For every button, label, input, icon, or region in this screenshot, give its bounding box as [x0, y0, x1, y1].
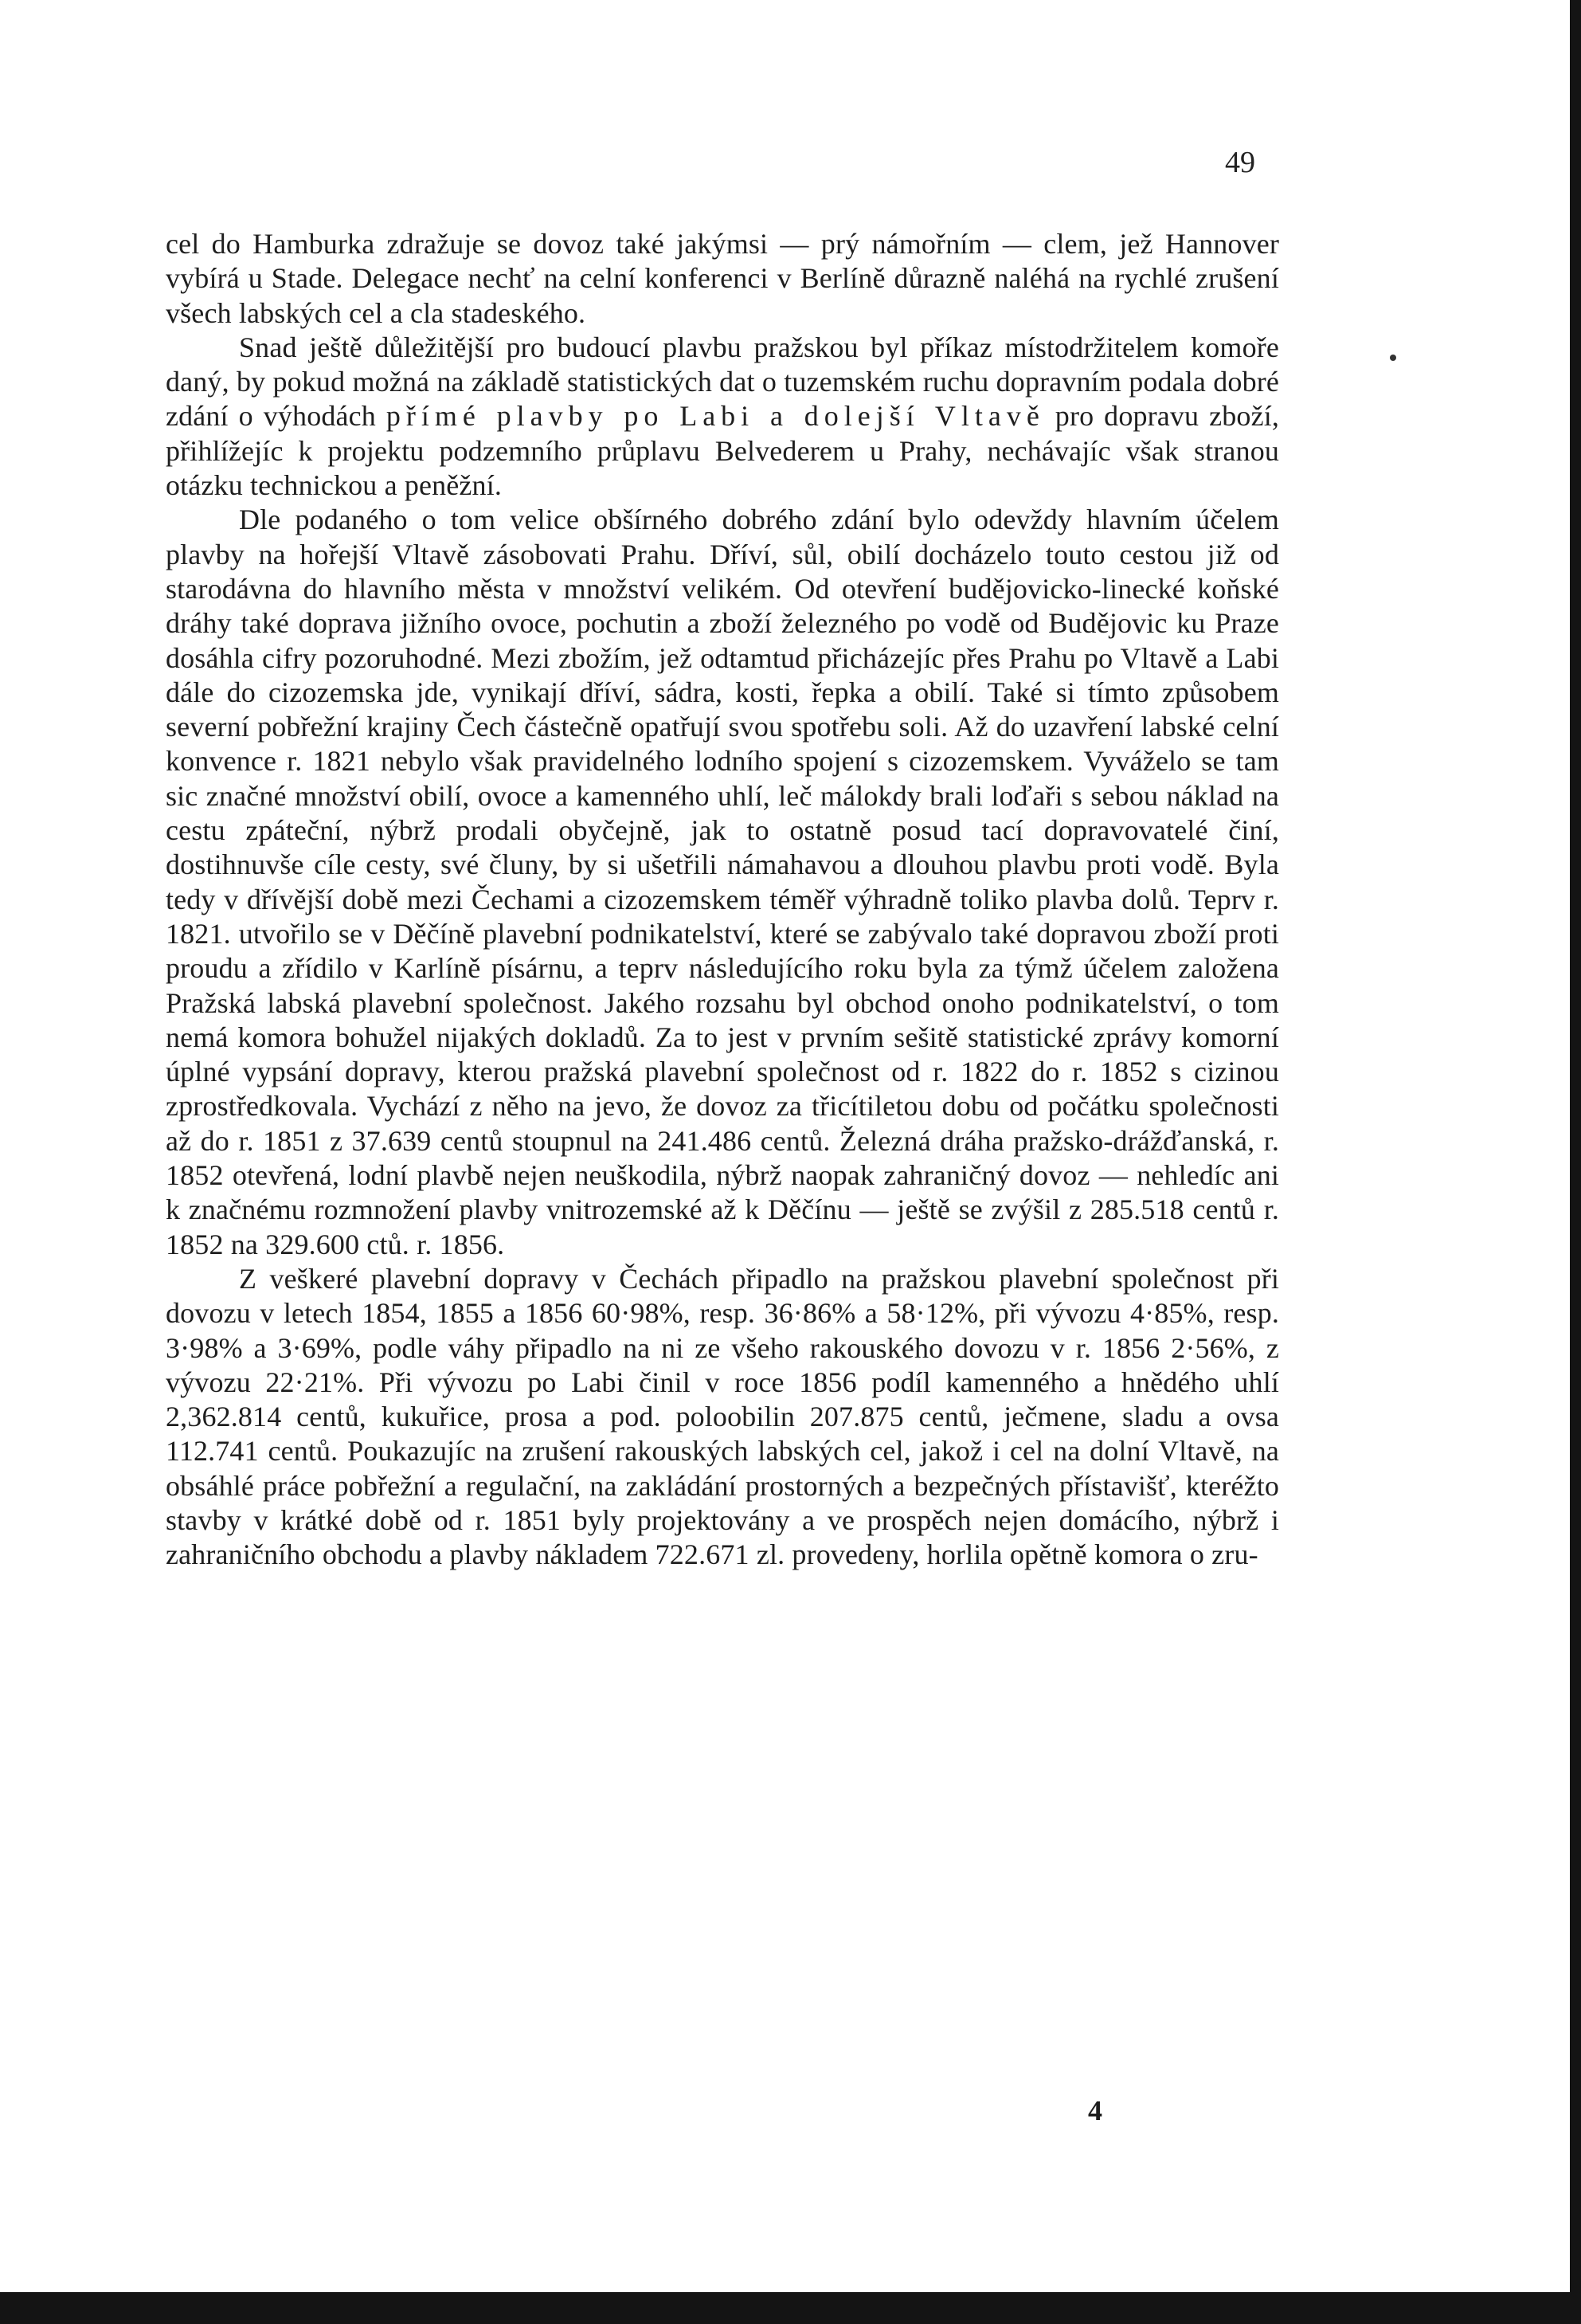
paragraph-1-text: cel do Hamburka zdražuje se dovoz také jakýmsi — prý námořním — clem, jež Hannover vybírá u Stade. Delegace nechť na celní konferenci v Berlíně důrazně naléhá na rychlé zrušení všech labských cel a cla stadeského. — [166, 228, 1279, 329]
scan-border-right — [1570, 0, 1581, 2324]
paragraph-3-text: Dle podaného o tom velice obšírného dobrého zdání bylo odevždy hlavním účelem plavby na hořejší Vltavě zásobovati Prahu. Dříví, sůl, obilí docházelo touto cestou již od starodávna do hlavního města v množství velikém. Od otevření budějovicko-linecké koňské dráhy také doprava jižního ovoce, pochutin a zboží železného po vodě od Budějovic ku Praze dosáhla cifry pozoruhodné. Mezi zbožím, jež odtamtud přicházejíc přes Prahu po Vltavě a Labi dále do cizozemska jde, vynikají dříví, sádra, kosti, řepka a obilí. Také si tímto způsobem severní pobřežní krajiny Čech částečně opatřují svou spotřebu soli. Až do uzavření labské celní konvence r. 1821 nebylo však pravidelného lodního spojení s cizozemskem. Vyváželo se tam sic značné množství obilí, ovoce a kamenného uhlí, leč málokdy brali loďaři s sebou náklad na cestu zpáteční, nýbrž prodali obyčejně, jak to ostatně posud tací dopravovatelé činí, dostihnuvše cíle cesty, své čluny, by si ušetřili námahavou a dlouhou plavbu proti vodě. Byla tedy v dřívější době mezi Čechami a cizozemskem téměř výhradně toliko plavba dolů. Teprv r. 1821. utvořilo se v Děčíně plavební podnikatelství, které se zabývalo také dopravou zboží proti proudu a zřídilo v Karlíně písárnu, a teprv následujícího roku byla za týmž účelem založena Pražská labská plavební společnost. Jakého rozsahu byl obchod onoho podnikatelství, o tom nemá komora bohužel nijakých dokladů. Za to jest v prvním sešitě statistické zprávy komorní úplné vypsání dopravy, kterou pražská plavební společnost od r. 1822 do r. 1852 s cizinou zprostředkovala. Vychází z něho na jevo, že dovoz za třicítiletou dobu od počátku společnosti až do r. 1851 z 37.639 centů stoupnul na 241.486 centů. Železná dráha pražsko-drážďanská, r. 1852 otevřená, lodní plavbě nejen neuškodila, nýbrž naopak zahraničný dovoz — nehledíc ani k značnému rozmnožení plavby vnitrozemské až k Děčínu — ještě se zvýšil z 285.518 centů r. 1852 na 329.600 ctů. r. 1856. — [166, 504, 1279, 1260]
paragraph-2-spaced-emphasis: přímé plavby po Labi a dolejší Vltavě — [385, 400, 1045, 433]
signature-mark: 4 — [1088, 2095, 1102, 2126]
paragraph-2-text-a: Snad ještě důležitější pro budoucí plavbu pražskou byl příkaz místodržitelem komoře daný, by pokud možná na základě statistických dat o tuzemském ruchu dopravním podala dobré zdání o výhodách — [166, 331, 1279, 433]
page-number: 49 — [1225, 146, 1255, 179]
paragraph-4 — [166, 1262, 1279, 1573]
scan-border-bottom — [0, 2292, 1581, 2324]
paragraph-3 — [166, 503, 1279, 1262]
ink-dot — [1390, 355, 1396, 361]
paragraph-4-text: Z veškeré plavební dopravy v Čechách připadlo na pražskou plavební společnost při dovozu v letech 1854, 1855 a 1856 60·98%, resp. 36·86% a 58·12%, při vývozu 4·85%, resp. 3·98% a 3·69%, podle váhy připadlo na ni ze všeho rakouského dovozu v r. 1856 2·56%, z vývozu 22·21%. Při vývozu po Labi činil v roce 1856 podíl kamenného a hnědého uhlí 2,362.814 centů, kukuřice, prosa a pod. poloobilin 207.875 centů, ječmene, sladu a ovsa 112.741 centů. Poukazujíc na zrušení rakouských labských cel, jakož i cel na dolní Vltavě, na obsáhlé práce pobřežní a regulační, na zakládání prostorných a bezpečných přístavišť, kteréžto stavby v krátké době od r. 1851 byly projektovány a ve prospěch nejen domácího, nýbrž i zahraničního obchodu a plavby nákladem 722.671 zl. provedeny, horlila opětně komora o zru- — [166, 1262, 1279, 1571]
paragraph-2 — [166, 331, 1279, 503]
body-text — [166, 227, 1279, 1573]
paragraph-2-text-b: pro dopravu zboží, přihlížejíc k projektu podzemního průplavu Belvederem u Prahy, nechávajíc však stranou otázku technickou a peněžní. — [166, 400, 1279, 502]
paragraph-1 — [166, 227, 1279, 331]
